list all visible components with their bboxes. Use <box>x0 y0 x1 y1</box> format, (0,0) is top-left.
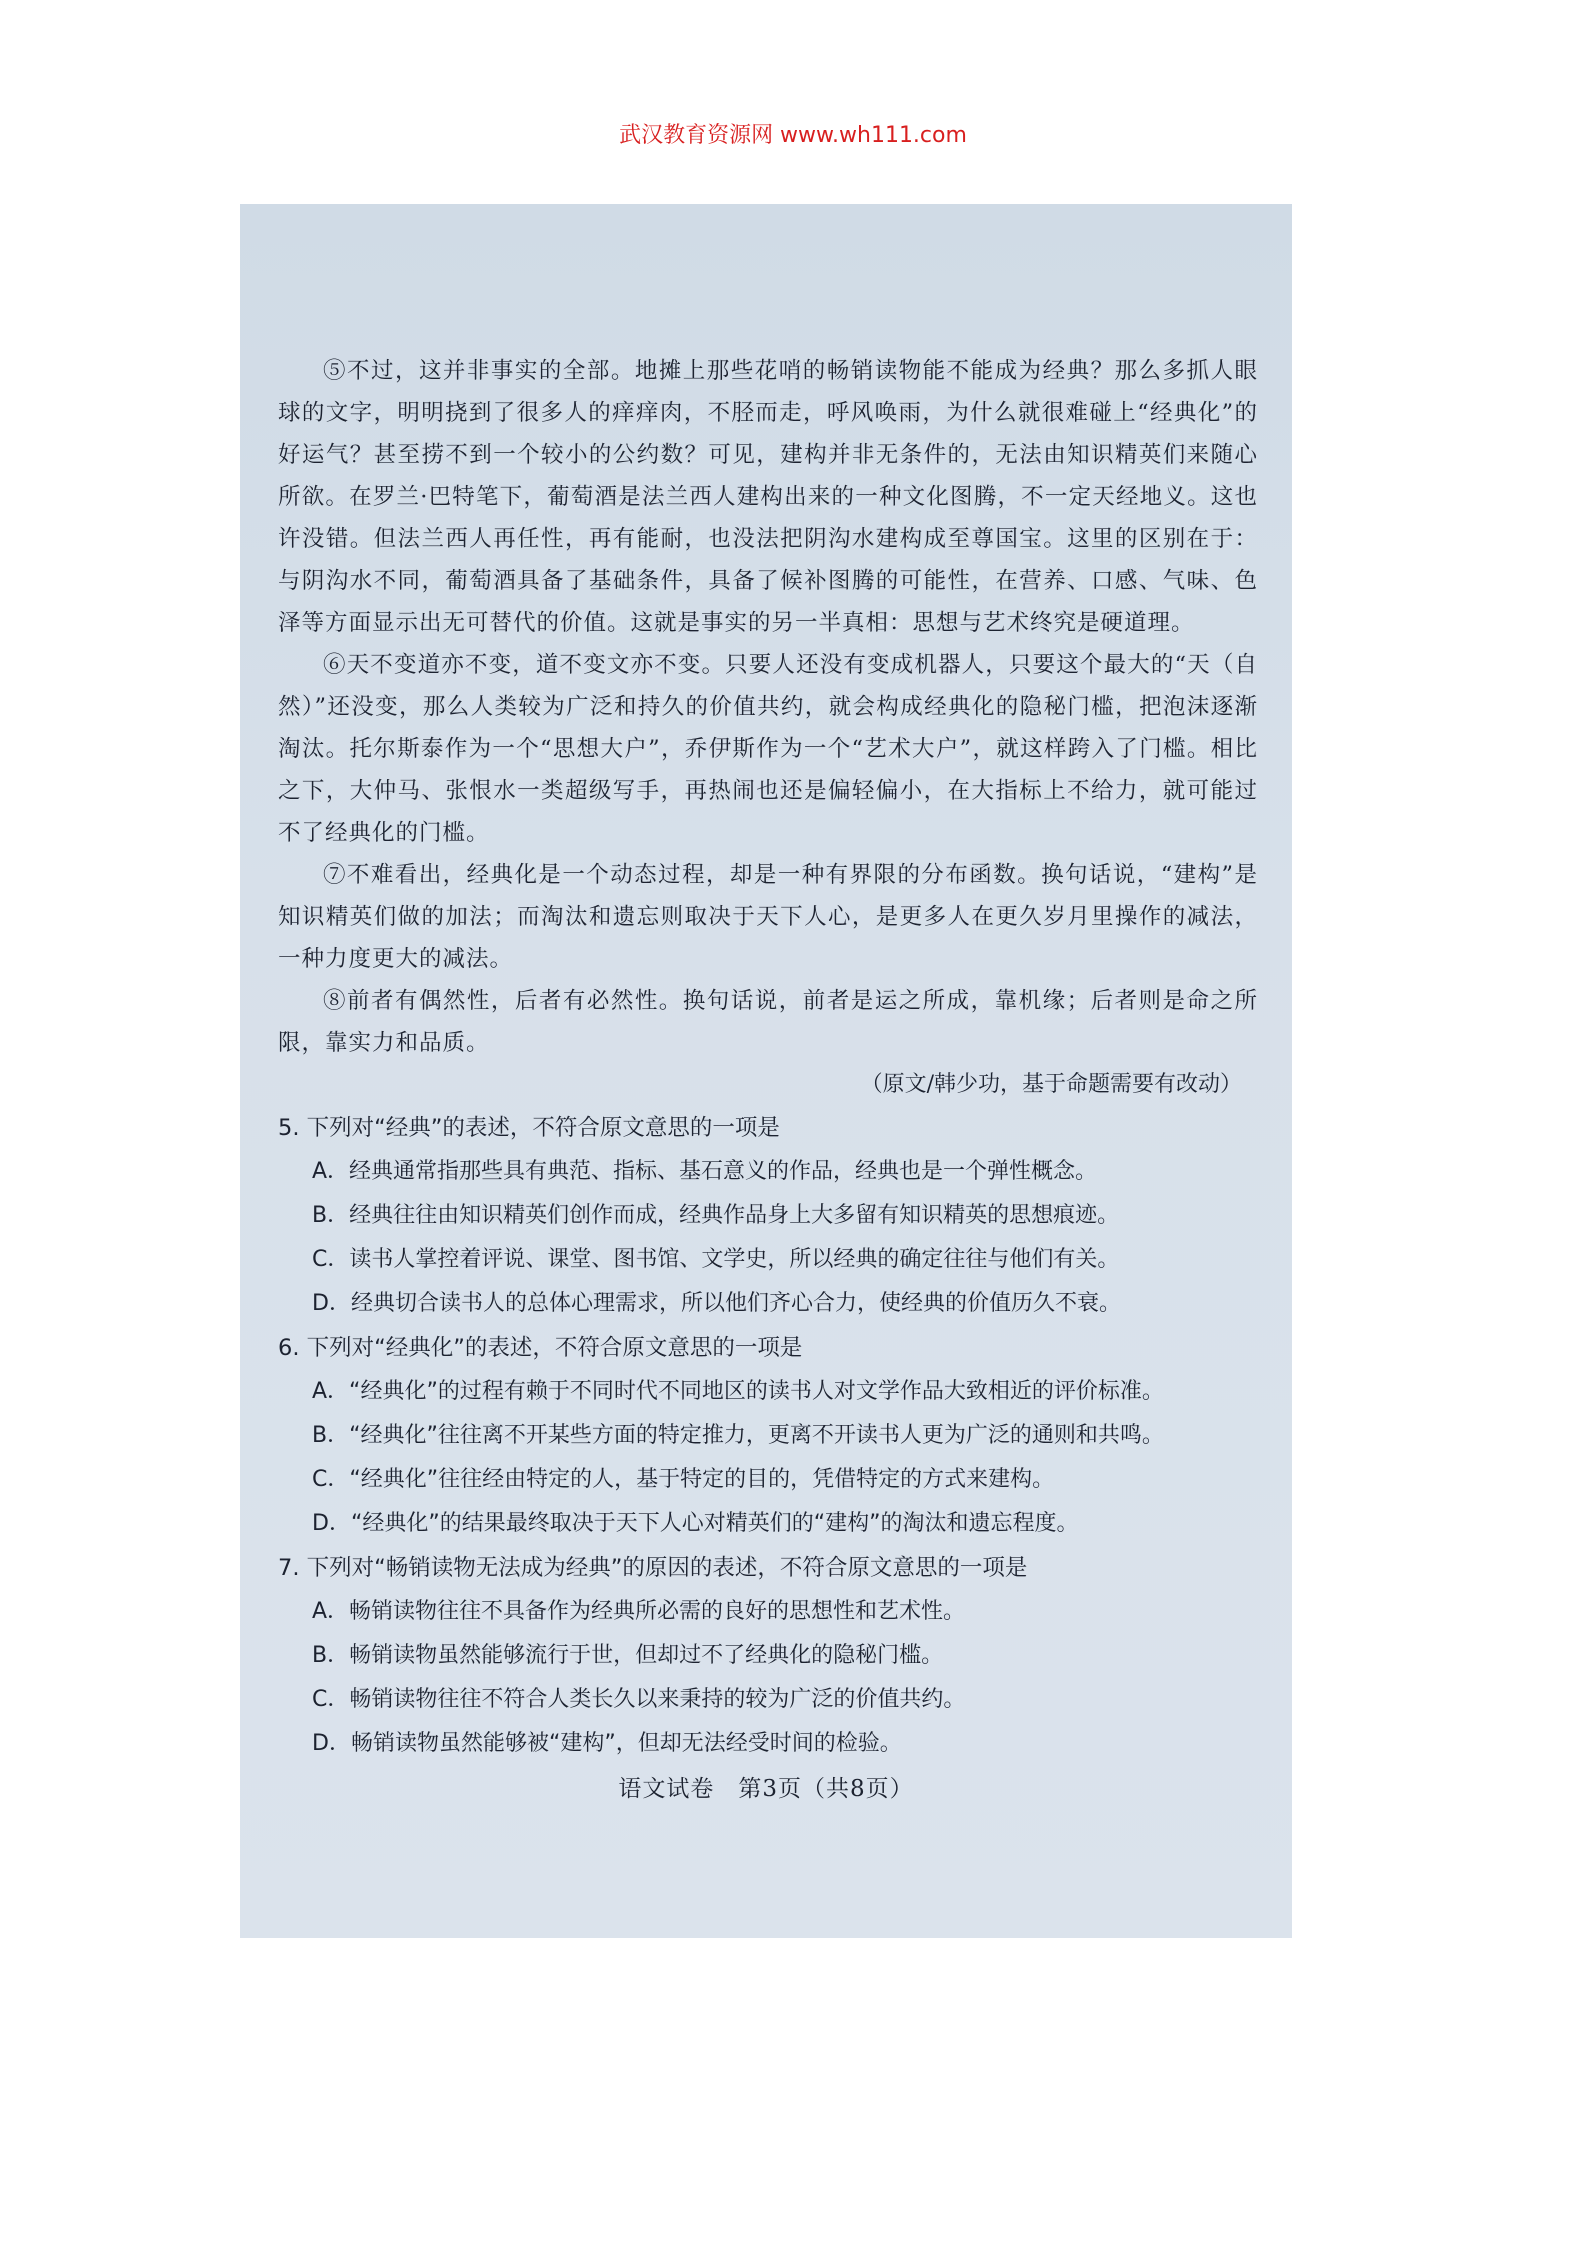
option-c: C．读书人掌控着评说、课堂、图书馆、文学史，所以经典的确定往往与他们有关。 <box>312 1247 1120 1272</box>
header-site-link[interactable]: 武汉教育资源网 www.wh111.com <box>619 123 967 148</box>
option-b: B．“经典化”往往离不开某些方面的特定推力，更离不开读书人更为广泛的通则和共鸣。 <box>312 1423 1164 1448</box>
option-a: A．畅销读物往往不具备作为经典所必需的良好的思想性和艺术性。 <box>312 1599 966 1624</box>
passage-source: （原文/韩少功，基于命题需要有改动） <box>860 1072 1242 1097</box>
question-6 <box>278 1326 1258 1546</box>
option-d: D．“经典化”的结果最终取决于天下人心对精英们的“建构”的淘汰和遗忘程度。 <box>312 1511 1079 1536</box>
question-7 <box>278 1546 1258 1766</box>
option-b: B．畅销读物虽然能够流行于世，但却过不了经典化的隐秘门槛。 <box>312 1643 944 1668</box>
option-a: A．“经典化”的过程有赖于不同时代不同地区的读书人对文学作品大致相近的评价标准。 <box>312 1379 1164 1404</box>
passage-paragraph-5: ⑤不过，这并非事实的全部。地摊上那些花哨的畅销读物能不能成为经典？那么多抓人眼球的文字，明明挠到了很多人的痒痒肉，不胫而走，呼风唤雨，为什么就很难碰上“经典化”的好运气？甚至捞不到一个较小的公约数？可见，建构并非无条件的，无法由知识精英们来随心所欲。在罗兰·巴特笔下，葡萄酒是法兰西人建构出来的一种文化图腾，不一定天经地义。这也许没错。但法兰西人再任性，再有能耐，也没法把阴沟水建构成至尊国宝。这里的区别在于：与阴沟水不同，葡萄酒具备了基础条件，具备了候补图腾的可能性，在营养、口感、气味、色泽等方面显示出无可替代的价值。这就是事实的另一半真相：思想与艺术终究是硬道理。 <box>278 358 1258 636</box>
page-footer: 语文试卷 第3页（共8页） <box>618 1776 914 1802</box>
option-c: C．畅销读物往往不符合人类长久以来秉持的较为广泛的价值共约。 <box>312 1687 966 1712</box>
passage-paragraph-8: ⑧前者有偶然性，后者有必然性。换句话说，前者是运之所成，靠机缘；后者则是命之所限，靠实力和品质。 <box>278 988 1258 1056</box>
scanned-exam-page <box>240 204 1292 1938</box>
option-d: D．经典切合读书人的总体心理需求，所以他们齐心合力，使经典的价值历久不衰。 <box>312 1291 1121 1316</box>
exam-content <box>278 350 1258 1766</box>
question-stem: 6. 下列对“经典化”的表述，不符合原文意思的一项是 <box>278 1335 803 1361</box>
option-a: A．经典通常指那些具有典范、指标、基石意义的作品，经典也是一个弹性概念。 <box>312 1159 1098 1184</box>
passage-paragraph-6: ⑥天不变道亦不变，道不变文亦不变。只要人还没有变成机器人，只要这个最大的“天（自然）”还没变，那么人类较为广泛和持久的价值共约，就会构成经典化的隐秘门槛，把泡沫逐渐淘汰。托尔斯泰作为一个“思想大户”，乔伊斯作为一个“艺术大户”，就这样跨入了门槛。相比之下，大仲马、张恨水一类超级写手，再热闹也还是偏轻偏小，在大指标上不给力，就可能过不了经典化的门槛。 <box>278 652 1258 846</box>
option-b: B．经典往往由知识精英们创作而成，经典作品身上大多留有知识精英的思想痕迹。 <box>312 1203 1120 1228</box>
question-stem: 7. 下列对“畅销读物无法成为经典”的原因的表述，不符合原文意思的一项是 <box>278 1555 1028 1581</box>
option-c: C．“经典化”往往经由特定的人，基于特定的目的，凭借特定的方式来建构。 <box>312 1467 1055 1492</box>
question-5 <box>278 1106 1258 1326</box>
option-d: D．畅销读物虽然能够被“建构”，但却无法经受时间的检验。 <box>312 1731 902 1756</box>
passage-paragraph-7: ⑦不难看出，经典化是一个动态过程，却是一种有界限的分布函数。换句话说，“建构”是知识精英们做的加法；而淘汰和遗忘则取决于天下人心，是更多人在更久岁月里操作的减法，一种力度更大的减法。 <box>278 862 1258 972</box>
question-stem: 5. 下列对“经典”的表述，不符合原文意思的一项是 <box>278 1115 780 1141</box>
